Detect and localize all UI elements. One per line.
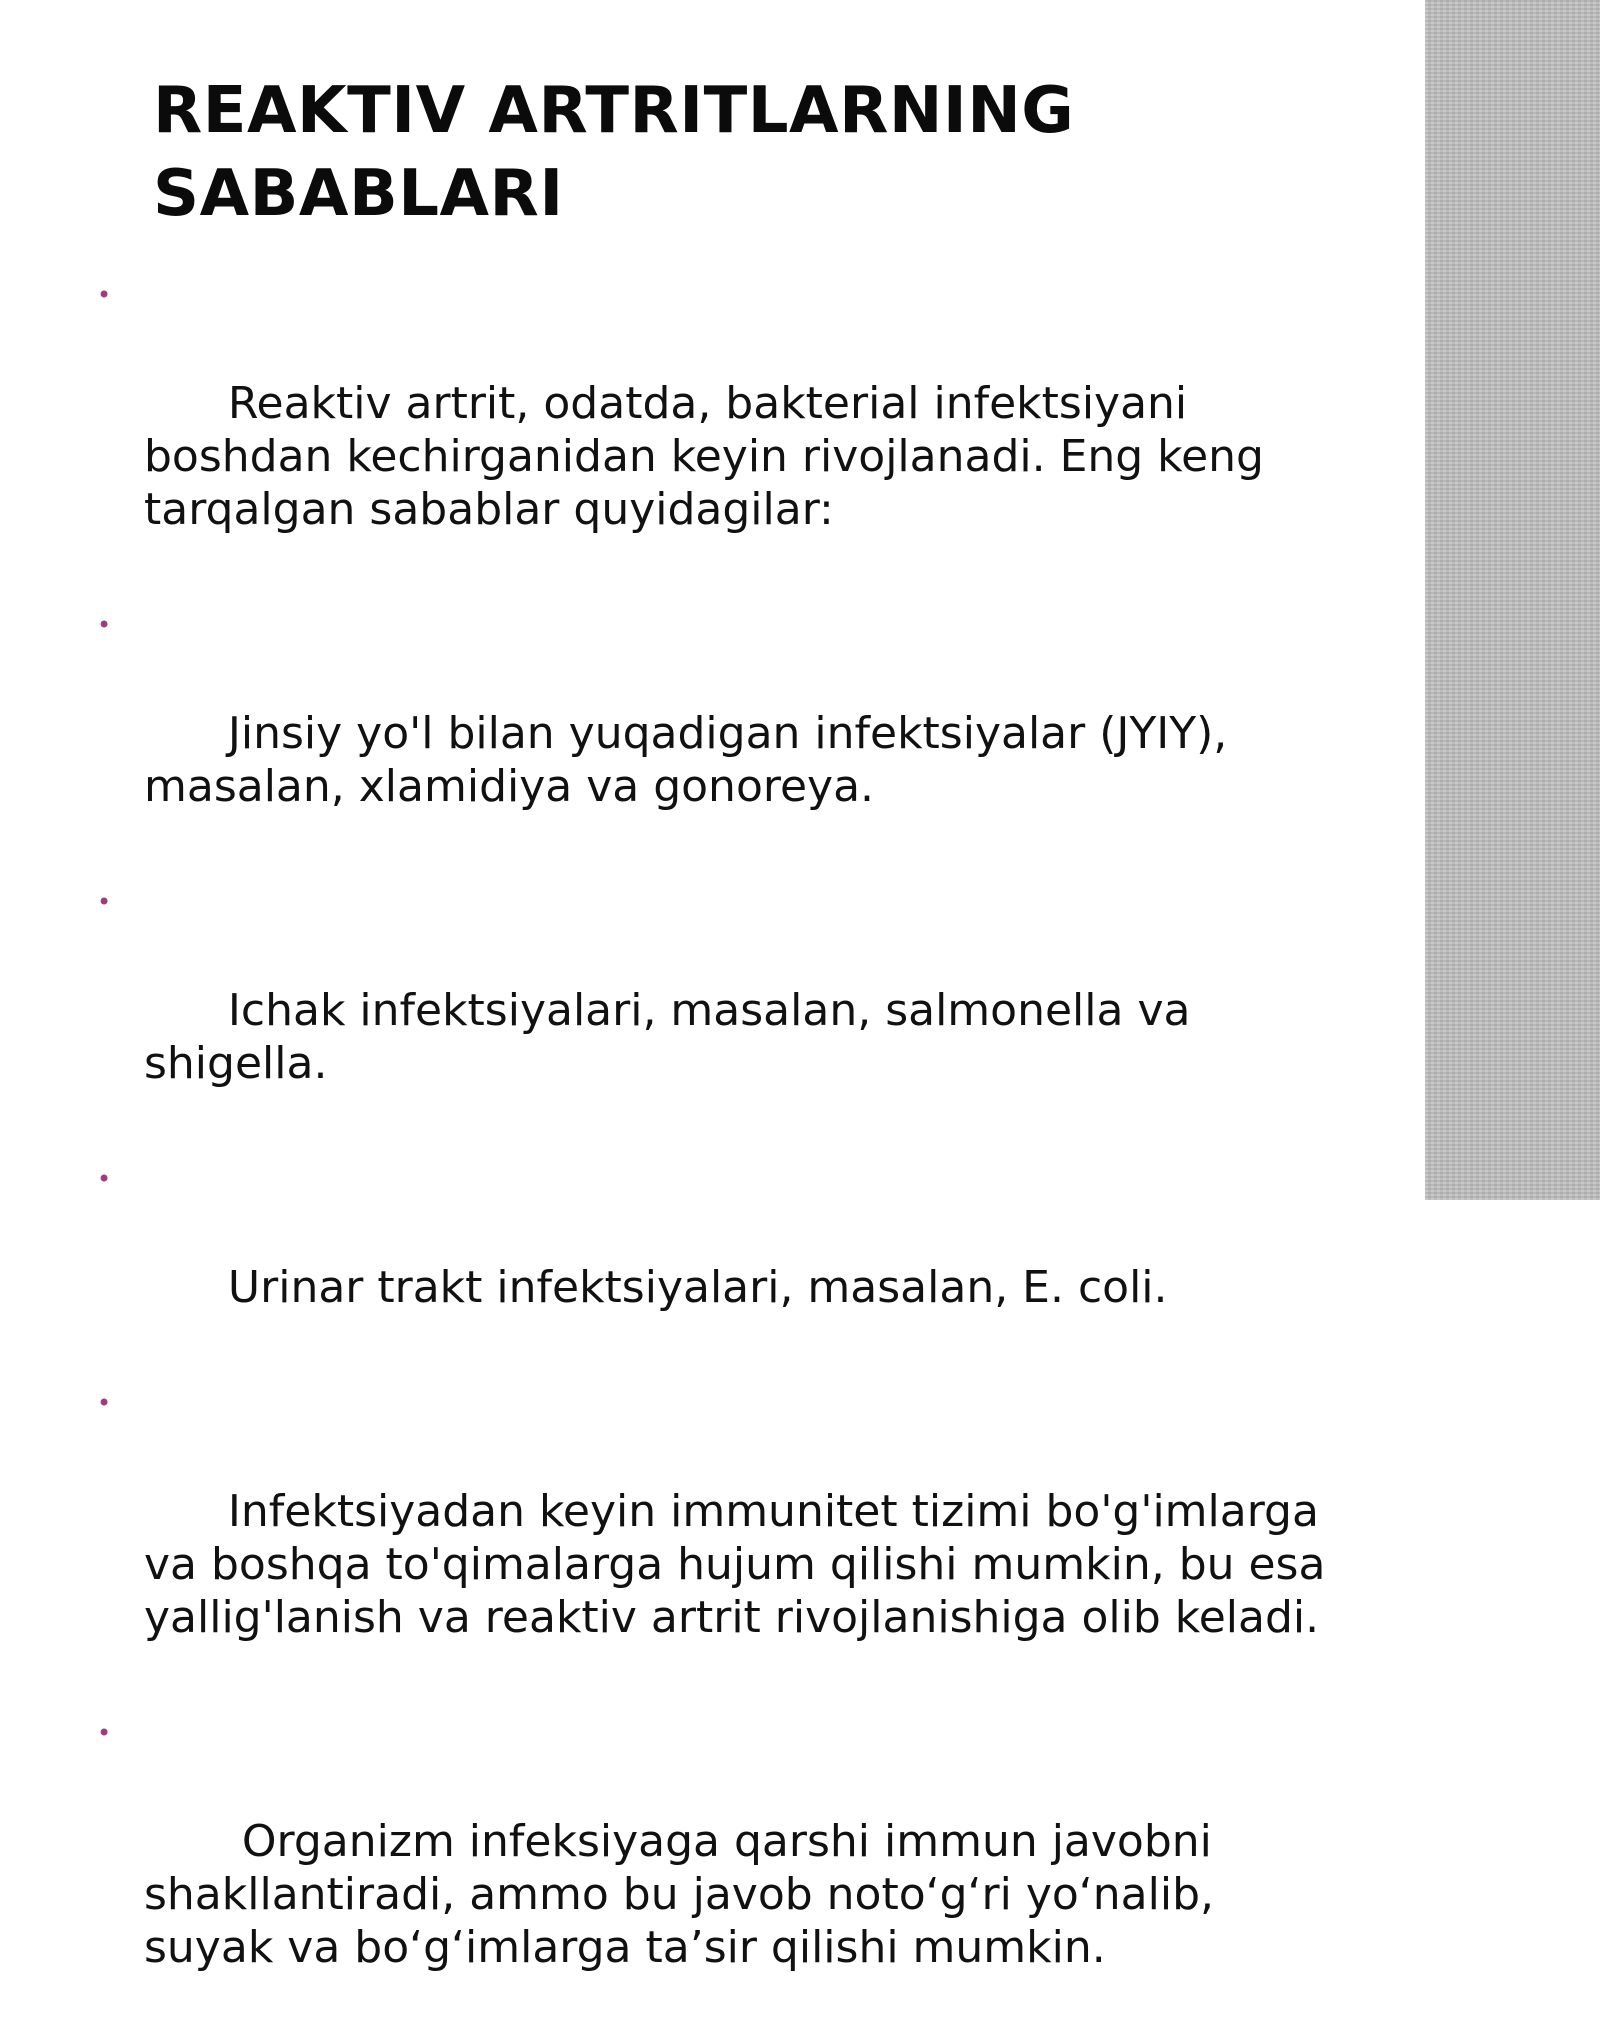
bullet-dot-icon: • <box>97 1165 112 1193</box>
bullet-dot-icon: • <box>97 1389 112 1417</box>
bullet-text: Ichak infektsiyalari, masalan, salmonella va shigella. <box>144 985 1205 1089</box>
decorative-side-band <box>1425 0 1600 1200</box>
bullet-text: Reaktiv artrit, odatda, bakterial infektsiyani boshdan kechirganidan keyin rivojlanadi. Eng keng tarqalgan sabablar quyidagilar: <box>144 378 1278 535</box>
bullet-dot-icon: • <box>97 1719 112 1747</box>
bullet-text: Urinar trakt infektsiyalari, masalan, E. coli. <box>227 1262 1168 1313</box>
bullet-dot-icon: • <box>97 888 112 916</box>
slide-title <box>153 70 1353 236</box>
bullet-dot-icon: • <box>97 611 112 639</box>
bullet-text: Jinsiy yo'l bilan yuqadigan infektsiyalar (JYIY), masalan, xlamidiya va gonoreya. <box>144 708 1242 812</box>
slide-title-line-1: REAKTIV ARTRITLARNING <box>153 74 1075 148</box>
bullet-item <box>97 1155 1344 1367</box>
bullet-list <box>97 271 1344 2039</box>
bullet-item <box>97 1379 1344 1697</box>
slide-title-line-2: SABABLARI <box>153 157 564 231</box>
bullet-item <box>97 601 1344 866</box>
bullet-text: Infektsiyadan keyin immunitet tizimi bo'g'imlarga va boshqa to'qimalarga hujum qilishi mumkin, bu esa yallig'lanish va reaktiv artrit rivojlanishiga olib keladi. <box>144 1486 1340 1643</box>
bullet-item <box>97 1709 1344 2027</box>
bullet-dot-icon: • <box>97 281 112 309</box>
bullet-item <box>97 271 1344 589</box>
bullet-text: Organizm infeksiyaga qarshi immun javobni shakllantiradi, ammo bu javob noto‘g‘ri yo‘nalib, suyak va bo‘g‘imlarga ta’sir qilishi mumkin. <box>144 1816 1229 1973</box>
bullet-item <box>97 878 1344 1143</box>
